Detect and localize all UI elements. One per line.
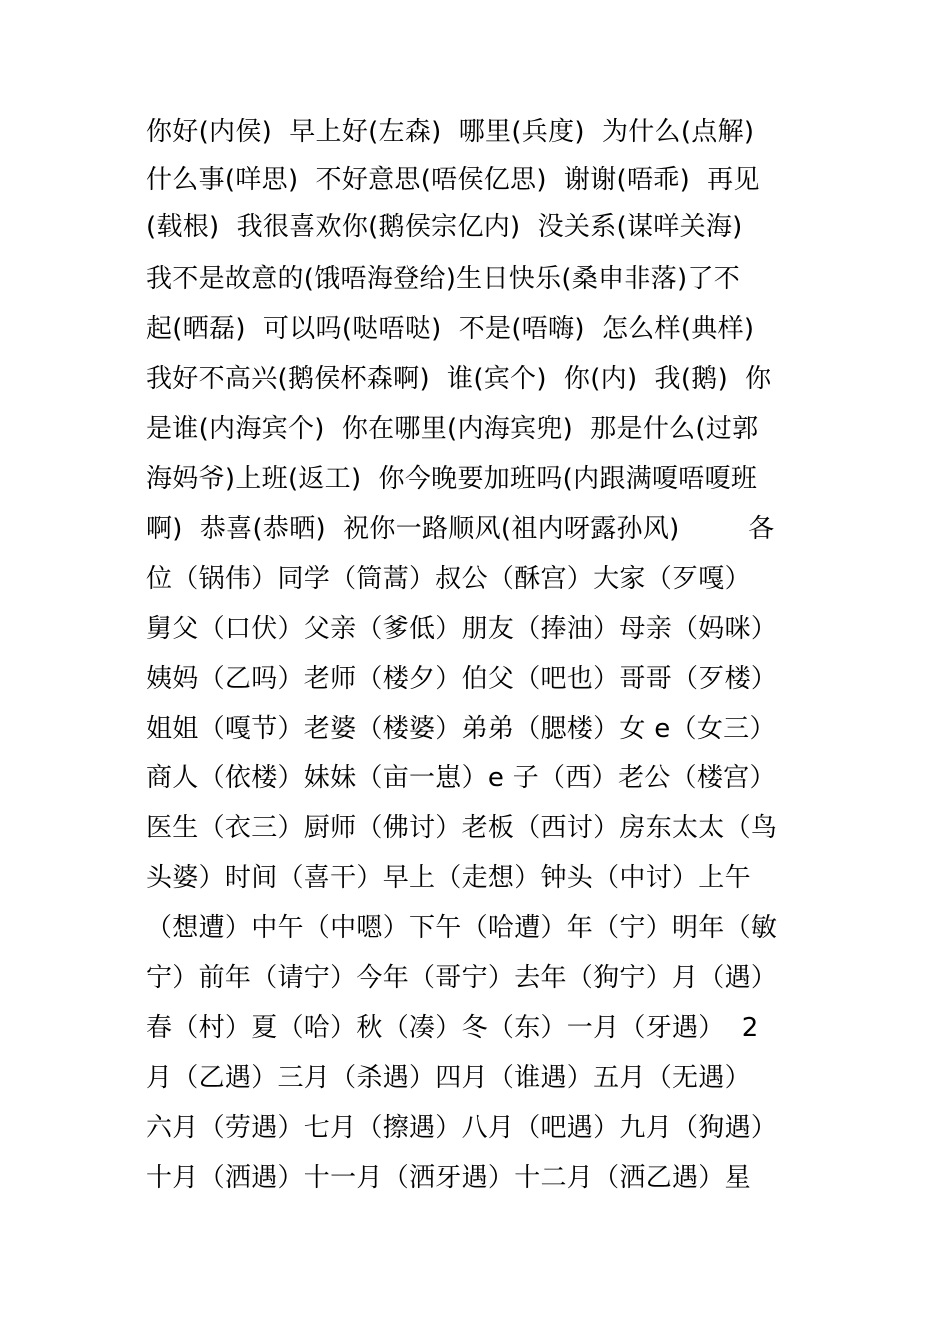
text-line: 我好不高兴(鹅侯杯森啊) 谁(宾个) 你(内) 我(鹅) 你 — [146, 364, 772, 394]
text-line: 是谁(内海宾个) 你在哪里(内海宾兜) 那是什么(过郭 — [146, 414, 759, 444]
text-line: 春（村）夏（哈）秋（凑）冬（东）一月（牙遇） 2 — [146, 1013, 759, 1043]
text-line: （想遭）中午（中嗯）下午（哈遭）年（宁）明年（敏 — [146, 913, 778, 943]
text-line: 十月（洒遇）十一月（洒牙遇）十二月（洒乙遇）星 — [146, 1163, 751, 1193]
text-line: 你好(内侯) 早上好(左森) 哪里(兵度) 为什么(点解) — [146, 117, 755, 147]
text-line: 什么事(咩思) 不好意思(唔侯亿思) 谢谢(唔乖) 再见 — [146, 165, 760, 195]
text-line: 海妈爷)上班(返工) 你今晚要加班吗(内跟满嗄唔嗄班 — [146, 464, 758, 494]
text-line: (载根) 我很喜欢你(鹅侯宗亿内) 没关系(谋咩关海) — [146, 212, 743, 242]
text-line: 六月（劳遇）七月（擦遇）八月（吧遇）九月（狗遇） — [146, 1113, 778, 1143]
text-line: 姨妈（乙吗）老师（楼夕）伯父（吧也）哥哥（歹楼） — [146, 664, 778, 694]
text-line: 医生（衣三）厨师（佛讨）老板（西讨）房东太太（鸟 — [146, 813, 778, 843]
text-line: 商人（依楼）妹妹（亩一崽）e 子（西）老公（楼宫） — [146, 763, 776, 793]
text-line: 姐姐（嘎节）老婆（楼婆）弟弟（腮楼）女 e（女三） — [146, 714, 776, 744]
text-line: 起(晒磊) 可以吗(哒唔哒) 不是(唔嗨) 怎么样(典样) — [146, 314, 755, 344]
text-line: 啊) 恭喜(恭晒) 祝你一路顺风(祖内呀露孙风) 各 — [146, 514, 775, 544]
text-line: 我不是故意的(饿唔海登给)生日快乐(桑申非落)了不 — [146, 264, 741, 294]
text-line: 舅父（口伏）父亲（爹低）朋友（捧油）母亲（妈咪） — [146, 614, 778, 644]
text-line: 头婆）时间（喜干）早上（走想）钟头（中讨）上午 — [146, 863, 751, 893]
text-line: 宁）前年（请宁）今年（哥宁）去年（狗宁）月（遇） — [146, 963, 778, 993]
text-line: 位（锅伟）同学（筒蒿）叔公（酥宫）大家（歹嘎） — [146, 564, 751, 594]
text-line: 月（乙遇）三月（杀遇）四月（谁遇）五月（无遇） — [146, 1063, 751, 1093]
